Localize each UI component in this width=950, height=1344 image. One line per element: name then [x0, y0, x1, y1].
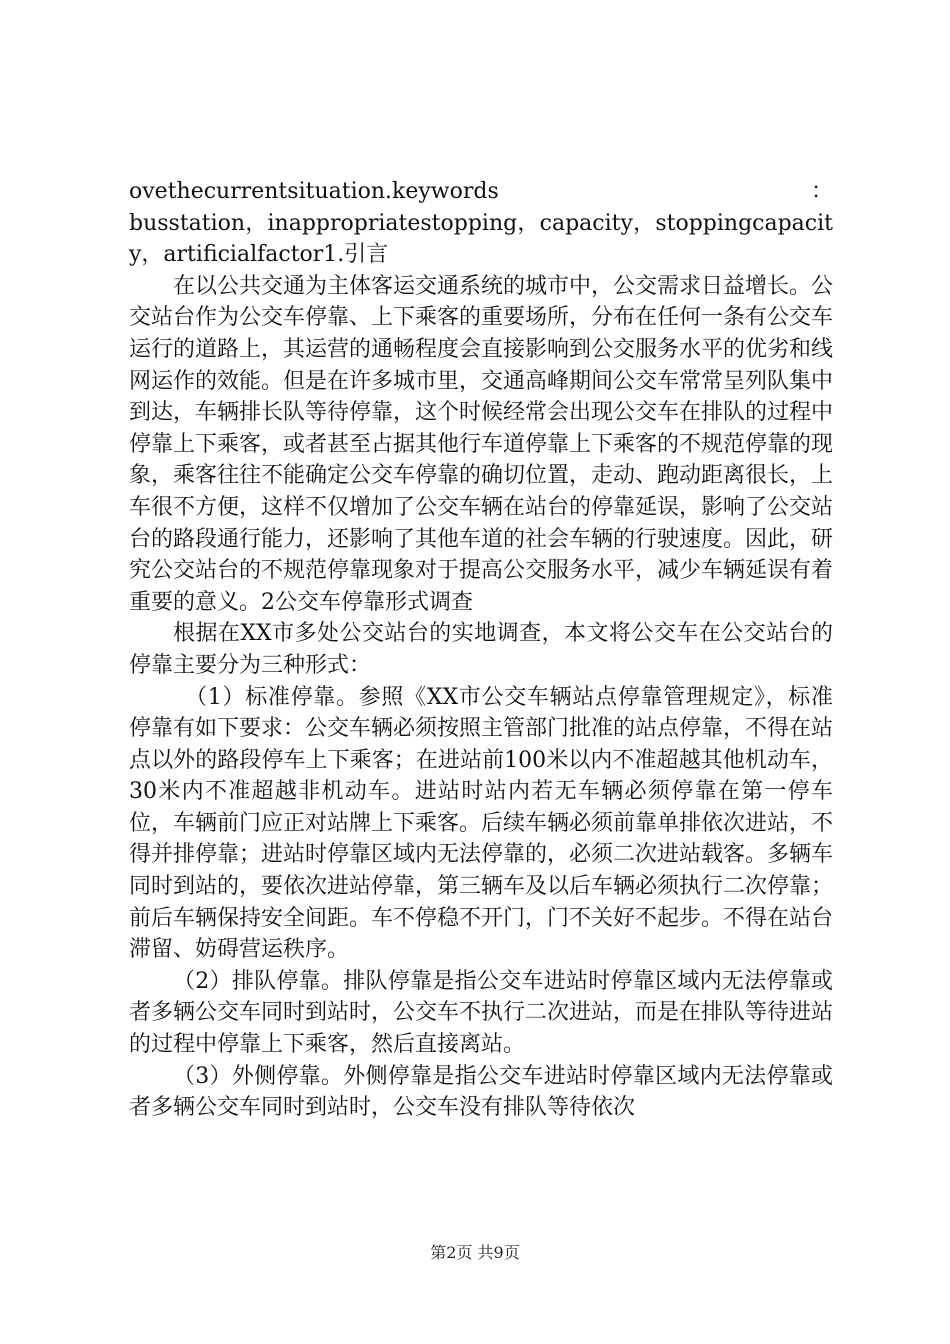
paragraph-outside-stop: （3）外侧停靠。外侧停靠是指公交车进站时停靠区域内无法停靠或者多辆公交车同时到站时，公交车没有排队等待依次 — [129, 1063, 833, 1121]
document-body — [129, 176, 833, 1124]
keywords-colon: ： — [810, 179, 833, 204]
paragraph-standard-stop: （1）标准停靠。参照《XX市公交车辆站点停靠管理规定》，标准停靠有如下要求：公交车辆必须按照主管部门批准的站点停靠，不得在站点以外的路段停车上下乘客；在进站前100米以内不准超越其他机动车，30米内不准超越非机动车。进站时站内若无车辆必须停靠在第一停车位，车辆前门应正对站牌上下乘客。后续车辆必须前靠单排依次进站，不得并排停靠；进站时停靠区域内无法停靠的，必须二次进站载客。多辆车同时到站的，要依次进站停靠，第三辆车及以后车辆必须执行二次停靠；前后车辆保持安全间距。车不停稳不开门，门不关好不起步。不得在站台滞留、妨碍营运秩序。 — [129, 684, 834, 963]
paragraph-queue-stop: （2）排队停靠。排队停靠是指公交车进站时停靠区域内无法停靠或者多辆公交车同时到站时，公交车不执行二次进站，而是在排队等待进站的过程中停靠上下乘客，然后直接离站。 — [129, 968, 834, 1058]
paragraph-survey: 根据在XX市多处公交站台的实地调查，本文将公交车在公交站台的停靠主要分为三种形式： — [129, 621, 833, 678]
keywords-line — [129, 176, 833, 208]
keywords-label: ovethecurrentsituation.keywords — [129, 179, 499, 204]
paragraph-intro: 在以公共交通为主体客运交通系统的城市中，公交需求日益增长。公交站台作为公交车停靠、上下乘客的重要场所，分布在任何一条有公交车运行的道路上，其运营的通畅程度会直接影响到公交服务水平的优劣和线网运作的效能。但是在许多城市里，交通高峰期间公交车常常呈列队集中到达，车辆排长队等待停靠，这个时候经常会出现公交车在排队的过程中停靠上下乘客，或者甚至占据其他行车道停靠上下乘客的不规范停靠的现象，乘客往往不能确定公交车停靠的确切位置，走动、跑动距离很长，上车很不方便，这样不仅增加了公交车辆在站台的停靠延误，影响了公交站台的路段通行能力，还影响了其他车道的社会车辆的行驶速度。因此，研究公交站台的不规范停靠现象对于提高公交服务水平，减少车辆延误有着重要的意义。2公交车停靠形式调查 — [129, 273, 834, 615]
keywords-list: busstation，inappropriatestopping，capacity，stoppingcapacity，artificialfactor1.引言 — [129, 210, 833, 268]
page-footer: 第2页 共9页 — [430, 1243, 520, 1262]
